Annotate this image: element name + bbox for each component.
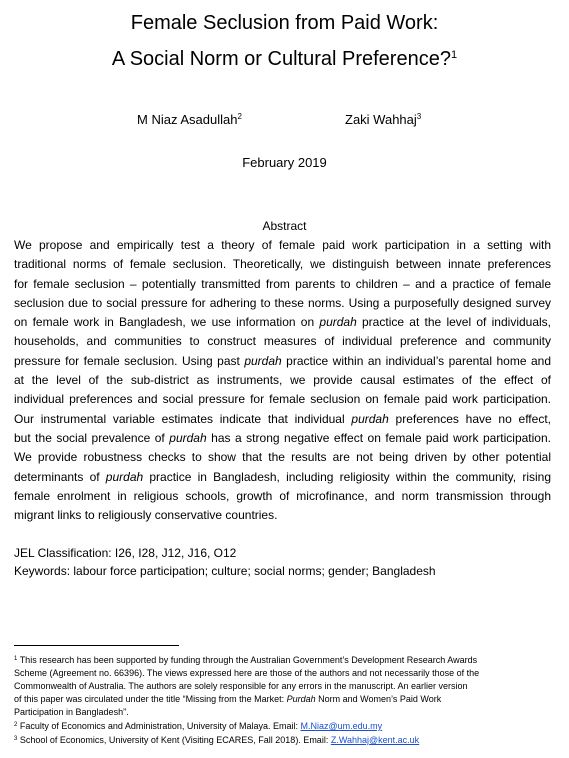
- abstract-body: [14, 236, 551, 525]
- abstract-line: determinants of purdah practice in Bangladesh, including religiosity within the community, rising: [14, 469, 551, 484]
- email-link[interactable]: M.Niaz@um.edu.my: [300, 721, 383, 731]
- abstract-line: We provide robustness checks to show that the results are not being driven by other potential: [14, 450, 551, 465]
- italic-term: purdah: [351, 411, 389, 426]
- abstract-line: individual preferences and social pressure for female seclusion on female paid work participation.: [14, 392, 551, 407]
- italic-term: Purdah: [286, 694, 316, 704]
- abstract-line: migrant links to religiously conservative countries.: [14, 508, 278, 523]
- keywords: Keywords: labour force participation; culture; social norms; gender; Bangladesh: [14, 564, 436, 578]
- footnote-1: [14, 653, 554, 719]
- abstract-line: female enrolment in religious schools, growth of microfinance, and norm transmission through: [14, 488, 551, 503]
- footnote-mark: 1: [14, 656, 18, 662]
- footnote-line: Participation in Bangladesh”.: [14, 707, 129, 717]
- footnote-line: This research has been supported by funding through the Australian Government’s Development Research Awards: [19, 655, 478, 665]
- author-name: M Niaz Asadullah: [137, 112, 238, 127]
- publication-date: February 2019: [242, 155, 327, 170]
- footnote-2: [14, 719, 554, 733]
- footnote-mark: 3: [14, 736, 18, 742]
- footnote-mark: 3: [416, 112, 422, 121]
- footnote-separator: [14, 645, 179, 646]
- italic-term: purdah: [105, 469, 144, 484]
- abstract-line: pressure for female seclusion. Using past purdah practice within an individual’s parental home and: [14, 353, 551, 368]
- footnote-mark: 2: [14, 722, 18, 728]
- email-link[interactable]: Z.Wahhaj@kent.ac.uk: [330, 735, 420, 745]
- abstract-line: We propose and empirically test a theory of female paid work participation in a setting with: [14, 238, 551, 252]
- title-line-2: [0, 40, 569, 74]
- footnote-mark: 1: [450, 49, 458, 61]
- footnote-3: [14, 733, 554, 747]
- jel-classification: JEL Classification: I26, I28, J12, J16, O12: [14, 546, 237, 560]
- title-line-1: Female Seclusion from Paid Work:: [130, 12, 439, 34]
- abstract-line: on female work in Bangladesh, we use information on purdah practice at the level of individuals,: [14, 315, 552, 330]
- italic-term: purdah: [319, 315, 357, 330]
- italic-term: purdah: [244, 353, 282, 368]
- abstract-line: seclusion due to social pressure for adhering to these norms. Using a purposefully designed survey: [14, 295, 551, 310]
- author-1: [137, 112, 242, 127]
- footnote-line: Commonwealth of Australia. The authors are solely responsible for any errors in the manuscript. An earlier version: [14, 681, 468, 691]
- abstract-line: but the social prevalence of purdah has a strong negative effect on female paid work participation.: [14, 430, 551, 445]
- footnote-text: School of Economics, University of Kent (Visiting ECARES, Fall 2018). Email:: [19, 735, 331, 745]
- abstract-line: Our instrumental variable estimates indicate that individual purdah preferences have no effect,: [14, 411, 551, 426]
- footnote-line: Scheme (Agreement no. 66396). The views expressed here are those of the authors and not necessarily those of the: [14, 668, 480, 678]
- author-name: Zaki Wahhaj: [345, 112, 417, 127]
- abstract-line: for female seclusion – potentially transmitted from parents to children – and a practice of female: [14, 276, 551, 291]
- italic-term: purdah: [169, 430, 207, 445]
- footnote-mark: 2: [237, 112, 242, 121]
- footnote-line: of this paper was circulated under the title “Missing from the Market: Purdah Norm and Women’s Paid Work: [14, 694, 442, 704]
- abstract-heading: Abstract: [262, 219, 307, 233]
- abstract-line: households, and communities to construct measures of individual preference and community: [14, 334, 551, 349]
- footnotes: [14, 653, 554, 747]
- title-line-2-text: A Social Norm or Cultural Preference?: [111, 48, 451, 70]
- abstract-line: at the level of the sub-district as instruments, we provide causal estimates of the effect of: [14, 373, 551, 388]
- footnote-text: Faculty of Economics and Administration, University of Malaya. Email:: [19, 721, 301, 731]
- abstract-line: traditional norms of female seclusion. Theoretically, we distinguish between innate preferences: [14, 257, 551, 272]
- author-2: [345, 112, 421, 127]
